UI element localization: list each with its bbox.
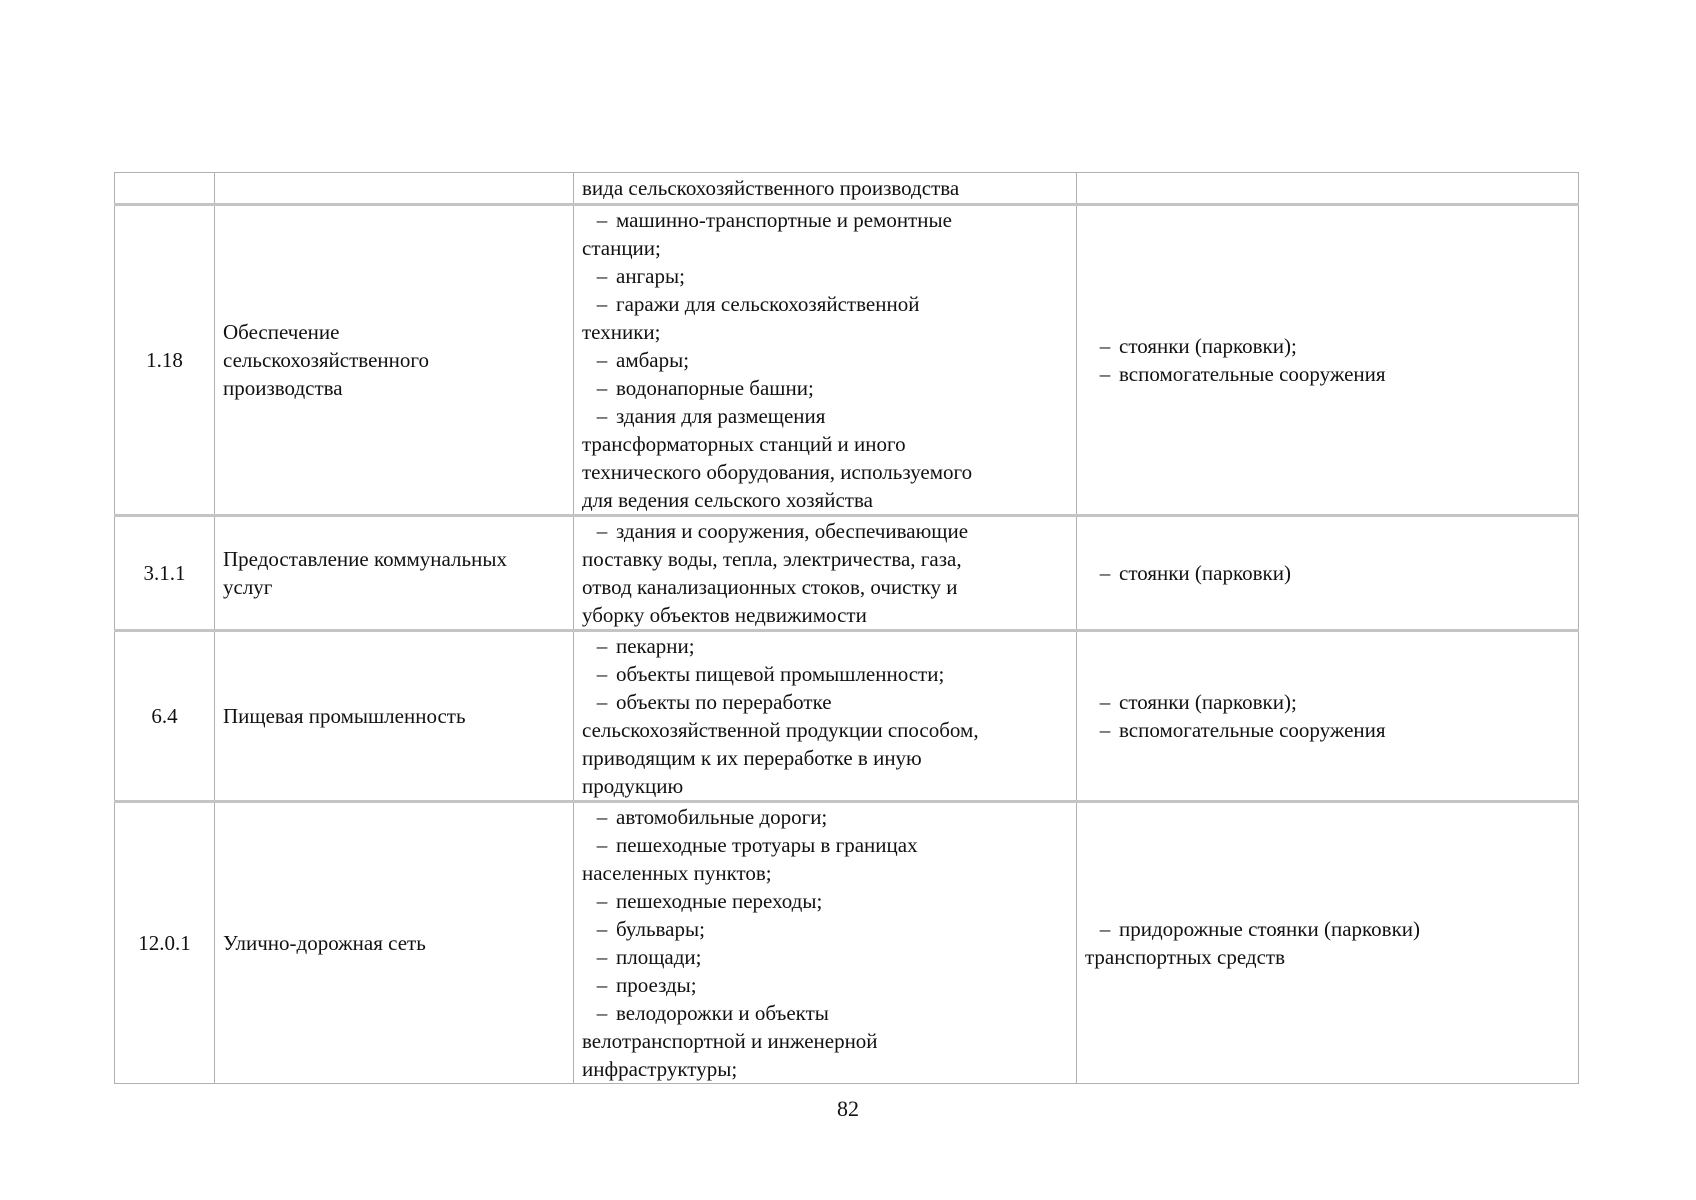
list-dash: – <box>1099 362 1111 386</box>
use-name-line: производства <box>223 376 343 400</box>
list-dash: – <box>596 348 608 372</box>
main-use-line-text: здания для размещения <box>616 404 826 428</box>
list-dash: – <box>596 973 608 997</box>
aux-use-line <box>1085 332 1570 360</box>
code-cell <box>115 802 215 1084</box>
list-dash: – <box>596 889 608 913</box>
main-use-line <box>582 374 1068 402</box>
main-use-text: вида сельскохозяйственного производства <box>582 176 960 200</box>
main-use-line-text: ангары; <box>616 264 685 288</box>
list-dash: – <box>596 662 608 686</box>
list-dash: – <box>596 917 608 941</box>
table-row <box>115 205 1579 516</box>
main-use-line-text: отвод канализационных стоков, очистку и <box>582 575 958 599</box>
list-dash: – <box>596 376 608 400</box>
list-dash: – <box>596 404 608 428</box>
main-use-line-text: пекарни; <box>616 634 695 658</box>
main-use-line <box>582 430 1068 458</box>
main-use-line-text: трансформаторных станций и иного <box>582 432 906 456</box>
main-uses-cell <box>574 631 1077 802</box>
list-dash: – <box>1099 718 1111 742</box>
list-dash: – <box>596 264 608 288</box>
main-use-line-text: велотранспортной и инженерной <box>582 1029 878 1053</box>
list-dash: – <box>1099 917 1111 941</box>
main-use-line <box>582 772 1068 800</box>
main-uses-cell <box>574 516 1077 631</box>
main-use-line <box>582 486 1068 514</box>
main-use-line-text: продукцию <box>582 774 684 798</box>
main-use-line <box>582 601 1068 629</box>
main-use-line <box>582 744 1068 772</box>
auxiliary-uses-cell <box>1077 205 1579 516</box>
main-use-line <box>582 234 1068 262</box>
main-use-line-text: здания и сооружения, обеспечивающие <box>616 519 969 543</box>
main-use-line <box>582 887 1068 915</box>
main-uses-cell <box>574 802 1077 1084</box>
auxiliary-uses-cell <box>1077 631 1579 802</box>
use-code: 6.4 <box>151 704 178 728</box>
continuation-row <box>115 173 1579 205</box>
aux-use-line-text: стоянки (парковки) <box>1119 561 1291 585</box>
aux-use-line-text: вспомогательные сооружения <box>1119 718 1386 742</box>
list-dash: – <box>1099 561 1111 585</box>
code-cell <box>115 205 215 516</box>
use-name-line: Улично-дорожная сеть <box>223 931 426 955</box>
aux-use-line <box>1085 915 1570 943</box>
page-number: 82 <box>837 1096 859 1121</box>
use-name-line: услуг <box>223 575 273 599</box>
main-use-line-text: сельскохозяйственной продукции способом, <box>582 718 979 742</box>
list-dash: – <box>596 945 608 969</box>
use-code: 12.0.1 <box>138 931 191 955</box>
table-row <box>115 631 1579 802</box>
main-use-line-text: для ведения сельского хозяйства <box>582 488 873 512</box>
use-name-line: Пищевая промышленность <box>223 704 466 728</box>
aux-use-line-text: стоянки (парковки); <box>1119 690 1297 714</box>
main-use-line-text: приводящим к их переработке в иную <box>582 746 922 770</box>
main-use-line-text: автомобильные дороги; <box>616 805 828 829</box>
main-use-line <box>582 943 1068 971</box>
main-use-line-text: водонапорные башни; <box>616 376 814 400</box>
main-use-line-text: поставку воды, тепла, электричества, газа, <box>582 547 962 571</box>
aux-use-line <box>1085 688 1570 716</box>
main-use-line <box>582 688 1068 716</box>
main-use-line <box>582 458 1068 486</box>
code-cell <box>115 516 215 631</box>
use-code: 3.1.1 <box>143 561 186 585</box>
main-use-line <box>582 206 1068 234</box>
main-use-line-text: велодорожки и объекты <box>616 1001 829 1025</box>
code-cell <box>115 173 215 205</box>
main-use-line-text: инфраструктуры; <box>582 1057 738 1081</box>
table-row <box>115 802 1579 1084</box>
main-use-line <box>582 346 1068 374</box>
name-cell <box>215 173 574 205</box>
main-use-line-text: техники; <box>582 320 661 344</box>
main-use-line-text: объекты по переработке <box>616 690 832 714</box>
name-cell <box>215 205 574 516</box>
main-use-line <box>582 999 1068 1027</box>
name-cell <box>215 631 574 802</box>
use-code: 1.18 <box>146 348 183 372</box>
main-use-line <box>582 262 1068 290</box>
list-dash: – <box>596 208 608 232</box>
main-use-line <box>582 632 1068 660</box>
main-use-line <box>582 1027 1068 1055</box>
aux-use-line <box>1085 943 1570 971</box>
main-uses-cell <box>574 205 1077 516</box>
use-name-line: Обеспечение <box>223 320 340 344</box>
main-use-line <box>582 517 1068 545</box>
list-dash: – <box>596 690 608 714</box>
auxiliary-uses-cell <box>1077 516 1579 631</box>
main-use-line-text: машинно-транспортные и ремонтные <box>616 208 952 232</box>
auxiliary-uses-cell <box>1077 802 1579 1084</box>
main-uses-cell <box>574 173 1077 205</box>
aux-use-line-text: транспортных средств <box>1085 945 1286 969</box>
main-use-line <box>582 290 1068 318</box>
aux-use-line-text: вспомогательные сооружения <box>1119 362 1386 386</box>
main-use-line-text: пешеходные переходы; <box>616 889 823 913</box>
use-name-line: Предоставление коммунальных <box>223 547 507 571</box>
main-use-line <box>582 573 1068 601</box>
main-use-line <box>582 545 1068 573</box>
main-use-line <box>582 1055 1068 1083</box>
list-dash: – <box>596 805 608 829</box>
list-dash: – <box>596 1001 608 1025</box>
main-use-line <box>582 318 1068 346</box>
main-use-line <box>582 716 1068 744</box>
table-row <box>115 516 1579 631</box>
main-use-line-text: объекты пищевой промышленности; <box>616 662 945 686</box>
aux-use-line <box>1085 360 1570 388</box>
auxiliary-uses-cell <box>1077 173 1579 205</box>
main-use-line <box>582 660 1068 688</box>
main-use-line-text: бульвары; <box>616 917 705 941</box>
main-use-line-text: уборку объектов недвижимости <box>582 603 867 627</box>
main-use-line <box>582 915 1068 943</box>
main-use-line-text: технического оборудования, используемого <box>582 460 973 484</box>
main-use-line <box>582 402 1068 430</box>
aux-use-line <box>1085 559 1570 587</box>
use-name-line: сельскохозяйственного <box>223 348 429 372</box>
aux-use-line-text: придорожные стоянки (парковки) <box>1119 917 1421 941</box>
list-dash: – <box>596 519 608 543</box>
aux-use-line-text: стоянки (парковки); <box>1119 334 1297 358</box>
main-use-line-text: амбары; <box>616 348 690 372</box>
main-use-line-text: населенных пунктов; <box>582 861 772 885</box>
main-use-line <box>582 803 1068 831</box>
list-dash: – <box>596 634 608 658</box>
code-cell <box>115 631 215 802</box>
list-dash: – <box>1099 690 1111 714</box>
list-dash: – <box>1099 334 1111 358</box>
list-dash: – <box>596 292 608 316</box>
main-use-line-text: гаражи для сельскохозяйственной <box>616 292 920 316</box>
list-dash: – <box>596 833 608 857</box>
main-use-line <box>582 859 1068 887</box>
main-use-line-text: пешеходные тротуары в границах <box>616 833 918 857</box>
main-use-line <box>582 831 1068 859</box>
main-use-line-text: площади; <box>616 945 702 969</box>
main-use-line-text: проезды; <box>616 973 697 997</box>
name-cell <box>215 802 574 1084</box>
land-use-table <box>114 172 1579 1084</box>
name-cell <box>215 516 574 631</box>
main-use-line <box>582 971 1068 999</box>
main-use-line-text: станции; <box>582 236 661 260</box>
aux-use-line <box>1085 716 1570 744</box>
